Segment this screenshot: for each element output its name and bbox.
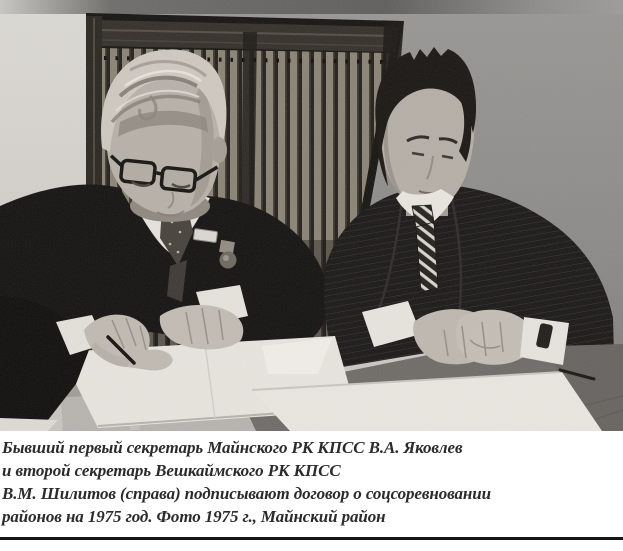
caption-line-1: Бывший первый секретарь Майнского РК КПСС В.А. Яковлев (2, 438, 463, 457)
bottom-divider (0, 537, 623, 540)
caption-line-4: районов на 1975 год. Фото 1975 г., Майнский район (2, 507, 386, 526)
photo-caption (2, 436, 622, 528)
caption-line-2: и второй секретарь Вешкаймского РК КПСС (2, 461, 341, 480)
caption-line-3: В.М. Шилитов (справа) подписывают договор о соцсоревновании (2, 484, 491, 503)
